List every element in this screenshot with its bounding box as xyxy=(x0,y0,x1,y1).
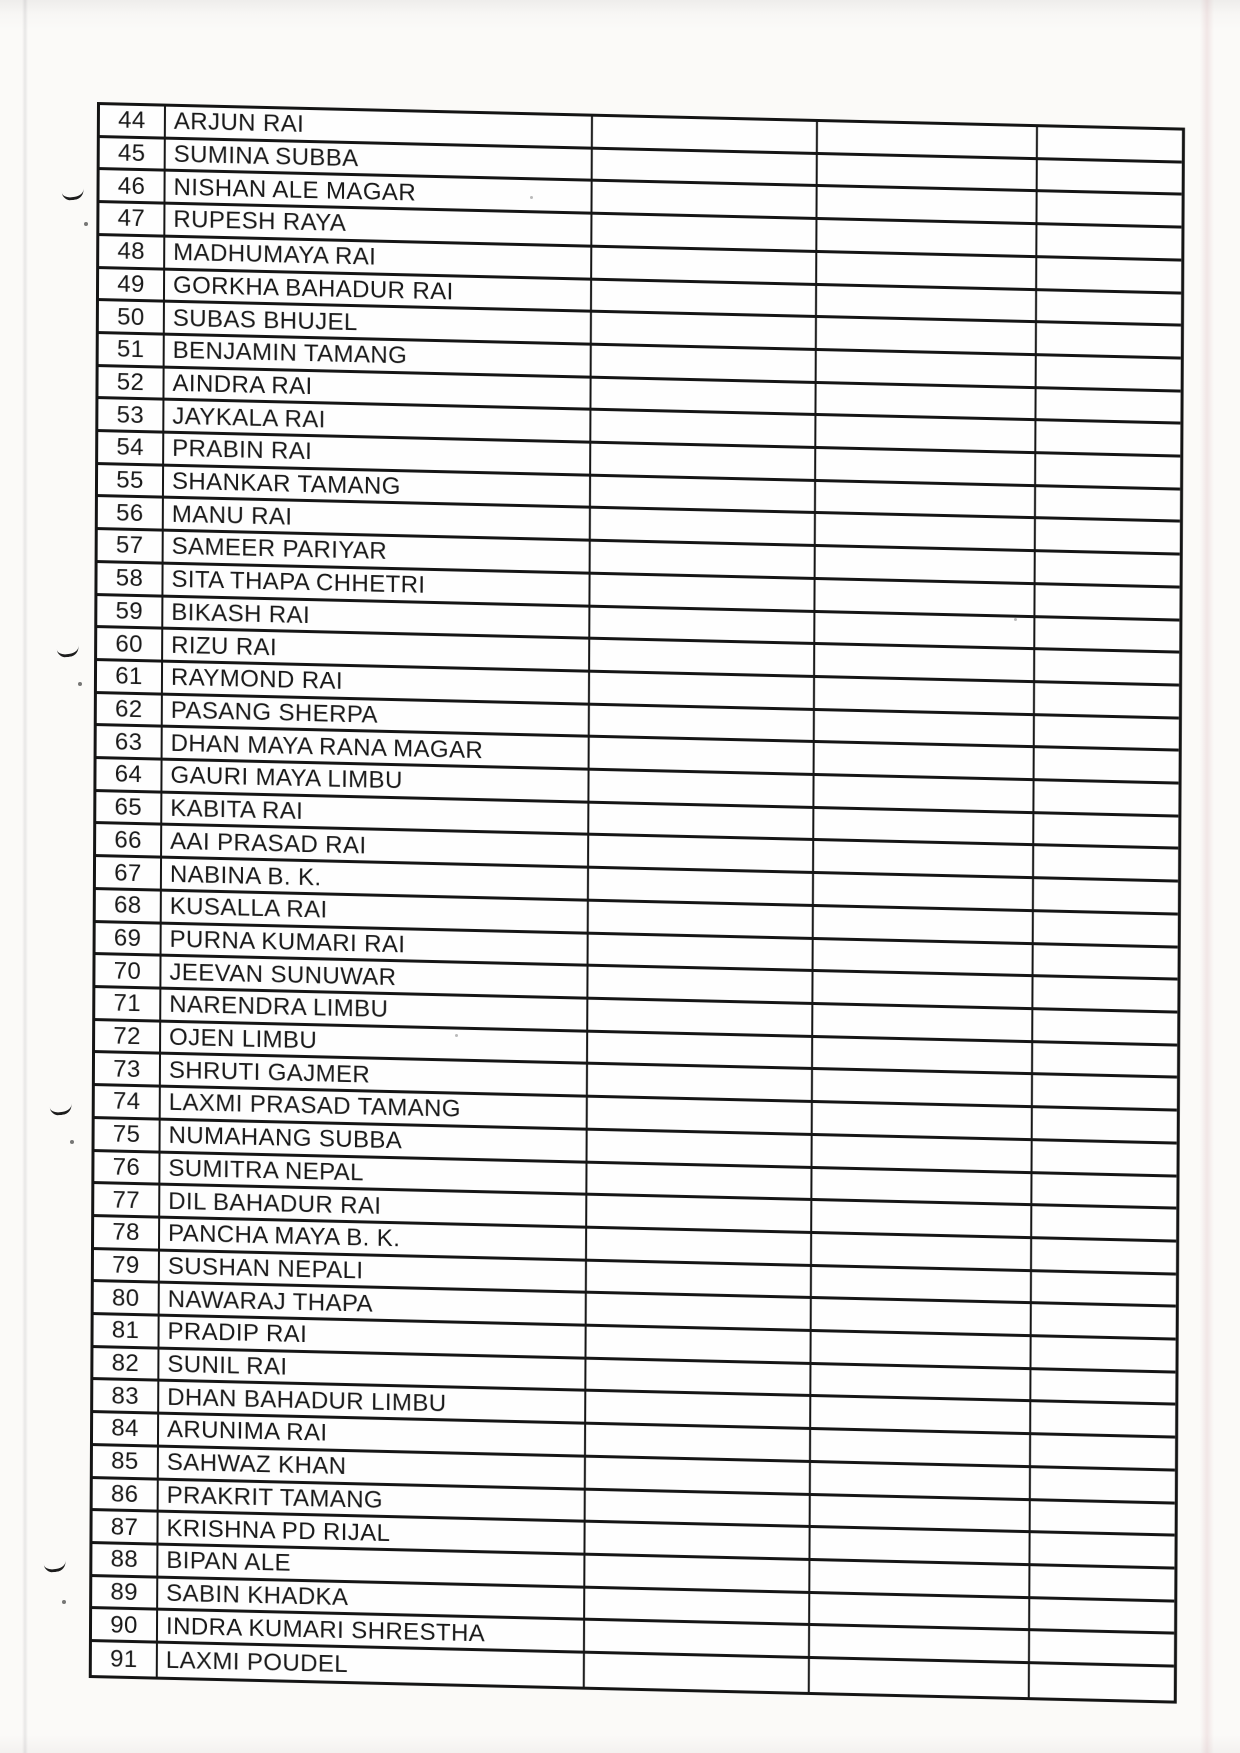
student-name: PRADIP RAI xyxy=(159,1317,586,1357)
empty-cell xyxy=(589,771,814,806)
student-name: AINDRA RAI xyxy=(164,368,591,408)
empty-cell xyxy=(815,743,1035,778)
empty-cell xyxy=(811,1430,1031,1465)
empty-cell xyxy=(817,220,1037,255)
empty-cell xyxy=(589,869,814,904)
empty-cell xyxy=(1030,1632,1174,1665)
row-number: 50 xyxy=(99,301,165,332)
empty-cell xyxy=(818,155,1038,190)
pen-dot xyxy=(78,682,82,686)
empty-cell xyxy=(589,934,814,969)
student-name: PASANG SHERPA xyxy=(163,695,590,735)
empty-cell xyxy=(817,187,1037,222)
empty-cell xyxy=(812,1234,1032,1269)
row-number: 69 xyxy=(96,923,162,954)
empty-cell xyxy=(1030,1664,1174,1700)
empty-cell xyxy=(1034,847,1178,880)
empty-cell xyxy=(592,182,817,217)
row-number: 44 xyxy=(100,105,166,136)
empty-cell xyxy=(810,1561,1030,1596)
empty-cell xyxy=(818,122,1038,157)
student-name: KUSALLA RAI xyxy=(162,892,589,932)
student-name: SAMEER PARIYAR xyxy=(164,532,591,572)
empty-cell xyxy=(811,1365,1031,1400)
empty-cell xyxy=(591,378,816,413)
empty-cell xyxy=(810,1528,1030,1563)
pen-dot xyxy=(84,222,88,226)
student-name: PURNA KUMARI RAI xyxy=(162,924,589,964)
empty-cell xyxy=(1035,749,1179,782)
student-name: SITA THAPA CHHETRI xyxy=(163,564,590,604)
student-name: INDRA KUMARI SHRESTHA xyxy=(158,1611,585,1651)
student-name: DHAN BAHADUR LIMBU xyxy=(159,1382,586,1422)
empty-cell xyxy=(1031,1337,1175,1370)
empty-cell xyxy=(812,1299,1032,1334)
empty-cell xyxy=(1032,1174,1176,1207)
handwritten-tick-mark xyxy=(61,187,84,202)
student-name: LAXMI POUDEL xyxy=(158,1644,585,1687)
student-name: BIKASH RAI xyxy=(163,597,590,637)
row-number: 61 xyxy=(97,661,163,692)
empty-cell xyxy=(587,1196,812,1231)
row-number: 45 xyxy=(100,138,166,169)
student-name: NARENDRA LIMBU xyxy=(161,990,588,1030)
empty-cell xyxy=(815,645,1035,680)
scan-edge-right xyxy=(1200,0,1214,1753)
empty-cell xyxy=(1036,520,1180,553)
row-number: 53 xyxy=(98,399,164,430)
row-number: 79 xyxy=(94,1250,160,1281)
empty-cell xyxy=(591,444,816,479)
empty-cell xyxy=(590,673,815,708)
student-name: SHRUTI GAJMER xyxy=(161,1055,588,1095)
empty-cell xyxy=(592,313,817,348)
empty-cell xyxy=(813,1070,1033,1105)
student-name: JAYKALA RAI xyxy=(164,401,591,441)
empty-cell xyxy=(592,280,817,315)
empty-cell xyxy=(592,248,817,283)
scan-speck xyxy=(455,1034,458,1037)
row-number: 65 xyxy=(96,792,162,823)
row-number: 58 xyxy=(97,563,163,594)
empty-cell xyxy=(810,1626,1030,1661)
row-number: 63 xyxy=(97,726,163,757)
scan-edge-left xyxy=(22,0,28,1753)
row-number: 91 xyxy=(92,1642,158,1676)
empty-cell xyxy=(590,738,815,773)
student-name: BENJAMIN TAMANG xyxy=(165,336,592,376)
empty-cell xyxy=(1033,1076,1177,1109)
row-number: 54 xyxy=(98,432,164,463)
student-name: PRABIN RAI xyxy=(164,434,591,474)
empty-cell xyxy=(585,1654,810,1692)
empty-cell xyxy=(1031,1435,1175,1468)
student-name: ARUNIMA RAI xyxy=(159,1415,586,1455)
empty-cell xyxy=(1034,945,1178,978)
empty-cell xyxy=(1034,912,1178,945)
row-number: 85 xyxy=(93,1446,159,1477)
empty-cell xyxy=(1036,422,1180,455)
empty-cell xyxy=(817,253,1037,288)
empty-cell xyxy=(588,1098,813,1133)
empty-cell xyxy=(592,215,817,250)
row-number: 52 xyxy=(98,367,164,398)
row-number: 82 xyxy=(93,1348,159,1379)
empty-cell xyxy=(590,607,815,642)
scan-speck xyxy=(530,196,533,199)
row-number: 83 xyxy=(93,1380,159,1411)
empty-cell xyxy=(1035,650,1179,683)
empty-cell xyxy=(811,1463,1031,1498)
student-name: DIL BAHADUR RAI xyxy=(160,1186,587,1226)
student-name: KABITA RAI xyxy=(162,793,589,833)
empty-cell xyxy=(816,449,1036,484)
empty-cell xyxy=(585,1556,810,1591)
empty-cell xyxy=(811,1397,1031,1432)
handwritten-tick-mark xyxy=(43,1559,66,1574)
row-number: 71 xyxy=(95,988,161,1019)
empty-cell xyxy=(1030,1599,1174,1632)
empty-cell xyxy=(1038,127,1182,160)
student-name: MADHUMAYA RAI xyxy=(165,237,592,277)
empty-cell xyxy=(593,149,818,184)
empty-cell xyxy=(586,1458,811,1493)
student-name: SUSHAN NEPALI xyxy=(160,1251,587,1291)
row-number: 60 xyxy=(97,628,163,659)
student-name: ARJUN RAI xyxy=(166,107,593,147)
empty-cell xyxy=(1037,356,1181,389)
student-name: PANCHA MAYA B. K. xyxy=(160,1219,587,1259)
row-number: 77 xyxy=(94,1184,160,1215)
empty-cell xyxy=(590,705,815,740)
empty-cell xyxy=(588,1000,813,1035)
empty-cell xyxy=(1036,454,1180,487)
student-name: SUNIL RAI xyxy=(159,1349,586,1389)
row-number: 70 xyxy=(95,955,161,986)
row-number: 81 xyxy=(93,1315,159,1346)
row-number: 48 xyxy=(99,236,165,267)
empty-cell xyxy=(1032,1239,1176,1272)
row-number: 55 xyxy=(98,465,164,496)
row-number: 73 xyxy=(95,1053,161,1084)
empty-cell xyxy=(1031,1370,1175,1403)
empty-cell xyxy=(814,907,1034,942)
student-name: SUMITRA NEPAL xyxy=(160,1153,587,1193)
student-name: NABINA B. K. xyxy=(162,859,589,899)
empty-cell xyxy=(815,613,1035,648)
student-name: BIPAN ALE xyxy=(158,1546,585,1586)
row-number: 67 xyxy=(96,857,162,888)
empty-cell xyxy=(1037,193,1181,226)
empty-cell xyxy=(1037,323,1181,356)
empty-cell xyxy=(813,972,1033,1007)
empty-cell xyxy=(590,640,815,675)
empty-cell xyxy=(817,351,1037,386)
empty-cell xyxy=(1032,1272,1176,1305)
empty-cell xyxy=(816,482,1036,517)
row-number: 78 xyxy=(94,1217,160,1248)
empty-cell xyxy=(1037,291,1181,324)
empty-cell xyxy=(591,509,816,544)
empty-cell xyxy=(813,1103,1033,1138)
empty-cell xyxy=(1037,225,1181,258)
empty-cell xyxy=(585,1588,810,1623)
handwritten-tick-mark xyxy=(56,644,79,659)
empty-cell xyxy=(589,803,814,838)
empty-cell xyxy=(816,384,1036,419)
student-name: RAYMOND RAI xyxy=(163,663,590,703)
empty-cell xyxy=(586,1327,811,1362)
empty-cell xyxy=(588,1065,813,1100)
row-number: 75 xyxy=(95,1119,161,1150)
student-name: KRISHNA PD RIJAL xyxy=(158,1513,585,1553)
empty-cell xyxy=(590,575,815,610)
empty-cell xyxy=(811,1332,1031,1367)
empty-cell xyxy=(587,1163,812,1198)
empty-cell xyxy=(815,711,1035,746)
empty-cell xyxy=(813,1005,1033,1040)
empty-cell xyxy=(1036,487,1180,520)
empty-cell xyxy=(813,1038,1033,1073)
empty-cell xyxy=(586,1359,811,1394)
student-name: DHAN MAYA RANA MAGAR xyxy=(163,728,590,768)
row-number: 74 xyxy=(95,1086,161,1117)
student-name: SUMINA SUBBA xyxy=(166,139,593,179)
empty-cell xyxy=(589,836,814,871)
empty-cell xyxy=(1035,716,1179,749)
student-name: RUPESH RAYA xyxy=(165,205,592,245)
empty-cell xyxy=(814,809,1034,844)
row-number: 66 xyxy=(96,825,162,856)
empty-cell xyxy=(593,117,818,152)
row-number: 90 xyxy=(92,1609,158,1640)
empty-cell xyxy=(1036,389,1180,422)
empty-cell xyxy=(1035,585,1179,618)
empty-cell xyxy=(1033,1043,1177,1076)
row-number: 57 xyxy=(98,530,164,561)
empty-cell xyxy=(1031,1468,1175,1501)
row-number: 62 xyxy=(97,694,163,725)
handwritten-tick-mark xyxy=(49,1102,72,1117)
row-number: 47 xyxy=(99,203,165,234)
row-number: 56 xyxy=(98,498,164,529)
empty-cell xyxy=(585,1523,810,1558)
empty-cell xyxy=(1034,781,1178,814)
row-number: 87 xyxy=(92,1511,158,1542)
empty-cell xyxy=(588,1032,813,1067)
student-name: GAURI MAYA LIMBU xyxy=(162,761,589,801)
empty-cell xyxy=(587,1229,812,1264)
empty-cell xyxy=(810,1659,1030,1697)
empty-cell xyxy=(586,1490,811,1525)
empty-cell xyxy=(592,346,817,381)
empty-cell xyxy=(588,967,813,1002)
empty-cell xyxy=(587,1261,812,1296)
row-number: 51 xyxy=(99,334,165,365)
student-name: GORKHA BAHADUR RAI xyxy=(165,270,592,310)
empty-cell xyxy=(814,776,1034,811)
empty-cell xyxy=(1035,618,1179,651)
empty-cell xyxy=(1037,258,1181,291)
empty-cell xyxy=(1031,1403,1175,1436)
row-number: 64 xyxy=(96,759,162,790)
empty-cell xyxy=(817,286,1037,321)
empty-cell xyxy=(1031,1501,1175,1534)
empty-cell xyxy=(814,874,1034,909)
row-number: 76 xyxy=(94,1152,160,1183)
empty-cell xyxy=(1036,552,1180,585)
row-number: 86 xyxy=(93,1479,159,1510)
student-name: NAWARAJ THAPA xyxy=(160,1284,587,1324)
empty-cell xyxy=(814,841,1034,876)
student-name: NUMAHANG SUBBA xyxy=(161,1120,588,1160)
empty-cell xyxy=(591,542,816,577)
row-number: 46 xyxy=(99,170,165,201)
empty-cell xyxy=(816,416,1036,451)
empty-cell xyxy=(1034,879,1178,912)
empty-cell xyxy=(1033,1141,1177,1174)
row-number: 88 xyxy=(92,1544,158,1575)
empty-cell xyxy=(812,1267,1032,1302)
empty-cell xyxy=(810,1594,1030,1629)
empty-cell xyxy=(811,1496,1031,1531)
empty-cell xyxy=(587,1294,812,1329)
student-name: AAI PRASAD RAI xyxy=(162,826,589,866)
student-name: RIZU RAI xyxy=(163,630,590,670)
empty-cell xyxy=(591,411,816,446)
empty-cell xyxy=(813,1136,1033,1171)
empty-cell xyxy=(586,1392,811,1427)
empty-cell xyxy=(1032,1304,1176,1337)
empty-cell xyxy=(1032,1206,1176,1239)
empty-cell xyxy=(1033,977,1177,1010)
row-number: 68 xyxy=(96,890,162,921)
empty-cell xyxy=(591,476,816,511)
student-name: MANU RAI xyxy=(164,499,591,539)
student-name: PRAKRIT TAMANG xyxy=(159,1480,586,1520)
empty-cell xyxy=(815,678,1035,713)
empty-cell xyxy=(816,514,1036,549)
student-name: JEEVAN SUNUWAR xyxy=(161,957,588,997)
empty-cell xyxy=(585,1621,810,1656)
student-name: LAXMI PRASAD TAMANG xyxy=(161,1088,588,1128)
empty-cell xyxy=(814,940,1034,975)
roster-table xyxy=(89,102,1185,1703)
student-name: SHANKAR TAMANG xyxy=(164,466,591,506)
empty-cell xyxy=(812,1168,1032,1203)
row-number: 80 xyxy=(94,1282,160,1313)
empty-cell xyxy=(1035,683,1179,716)
row-number: 84 xyxy=(93,1413,159,1444)
row-number: 49 xyxy=(99,269,165,300)
empty-cell xyxy=(1030,1533,1174,1566)
student-name: SABIN KHADKA xyxy=(158,1578,585,1618)
empty-cell xyxy=(817,318,1037,353)
pen-dot xyxy=(62,1600,66,1604)
empty-cell xyxy=(588,1130,813,1165)
row-number: 72 xyxy=(95,1021,161,1052)
student-name: SUBAS BHUJEL xyxy=(165,303,592,343)
row-number: 89 xyxy=(92,1577,158,1608)
empty-cell xyxy=(1030,1566,1174,1599)
empty-cell xyxy=(1034,814,1178,847)
scan-speck xyxy=(1014,618,1017,621)
student-name: OJEN LIMBU xyxy=(161,1022,588,1062)
empty-cell xyxy=(815,580,1035,615)
empty-cell xyxy=(1038,160,1182,193)
empty-cell xyxy=(812,1201,1032,1236)
empty-cell xyxy=(586,1425,811,1460)
student-name: NISHAN ALE MAGAR xyxy=(165,172,592,212)
empty-cell xyxy=(816,547,1036,582)
row-number: 59 xyxy=(97,596,163,627)
pen-dot xyxy=(70,1140,74,1144)
empty-cell xyxy=(1033,1108,1177,1141)
empty-cell xyxy=(589,902,814,937)
empty-cell xyxy=(1033,1010,1177,1043)
student-name: SAHWAZ KHAN xyxy=(159,1447,586,1487)
